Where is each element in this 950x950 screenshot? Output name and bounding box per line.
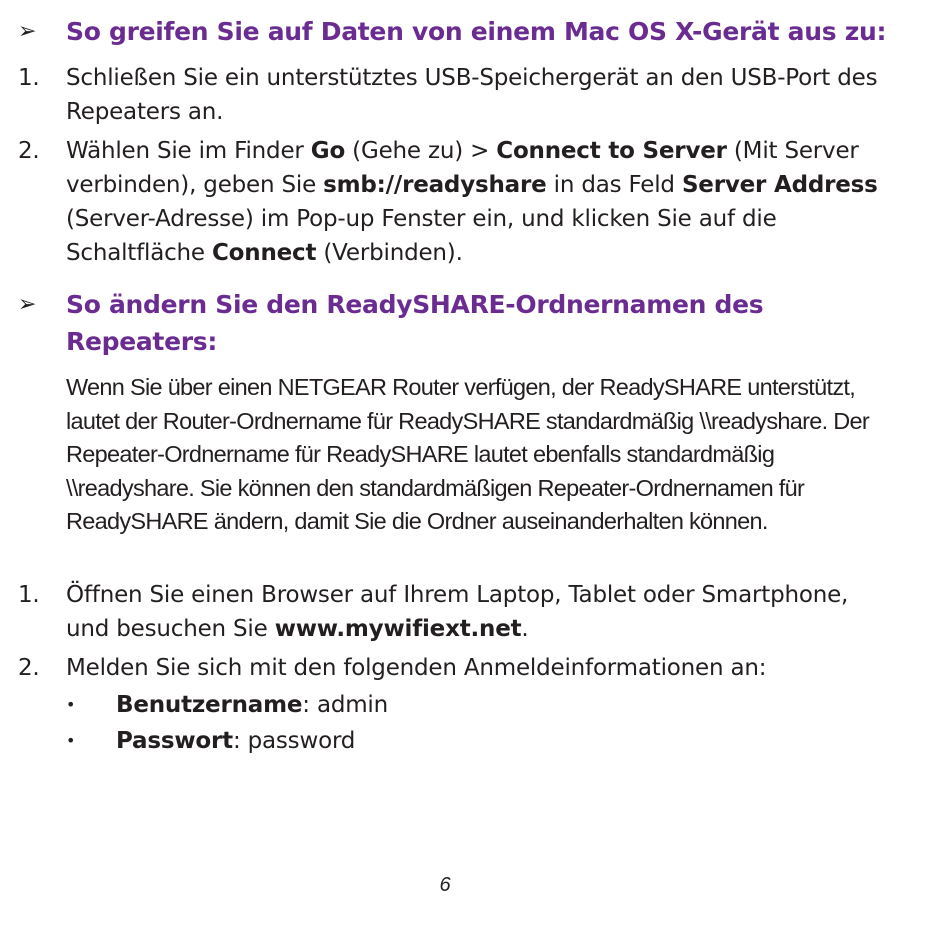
menu-term: Connect to Server (496, 138, 727, 164)
section-heading-text: So ändern Sie den ReadySHARE-Ordnernamen des Repeaters: (66, 290, 764, 356)
arrow-bullet-icon: ➢ (18, 292, 37, 317)
menu-term: Go (310, 138, 346, 164)
step-number: 1. (18, 65, 40, 91)
step-text: Öffnen Sie einen Browser auf Ihrem Laptop, Tablet oder Smartphone, und besuchen Sie www.mywifiext.net. (66, 582, 849, 642)
step-number: 1. (18, 582, 40, 608)
credential-value: admin (316, 692, 389, 718)
credential-value: password (247, 728, 356, 754)
step-text: Wählen Sie im Finder Go (Gehe zu) > Connect to Server (Mit Server verbinden), geben Sie smb://readyshare in das Feld Server Address (Server-Adresse) im Pop-up Fenster ein, und klicken Sie auf die Schaltfläche Connect (Verbinden). (66, 138, 878, 266)
credential-label: Passwort (116, 728, 233, 754)
step-text: Schließen Sie ein unterstütztes USB-Speichergerät an den USB-Port des Repeaters an. (66, 65, 878, 125)
page-number: 6 (439, 874, 451, 896)
section-heading-text: So greifen Sie auf Daten von einem Mac OS X-Gerät aus zu: (66, 17, 887, 46)
step-number: 2. (18, 138, 40, 164)
step-number: 2. (18, 655, 40, 681)
bullet-dot-icon: • (66, 695, 76, 714)
manual-page: ➢ So greifen Sie auf Daten von einem Mac OS X-Gerät aus zu: 1. Schließen Sie ein unterstütztes USB-Speichergerät an den USB-Port des Repeaters an. 2. Wählen Sie im Finder Go (Gehe zu) > Connect to Server (Mit Server verbinden), geben Sie smb://readyshare in das Feld Server Address (Server-Adresse) im Pop-up Fenster ein, und klicken Sie auf die Schaltfläche Connect (Verbinden). ➢ So ändern Sie den ReadySHARE-Ordnernamen des Repeaters: Wenn Sie über einen NETGEAR Router verfügen, der ReadySHARE unterstützt, lautet der Router-Ordnername für ReadySHARE standardmäßig \\readyshare. Der Repeater-Ordnername für ReadySHARE lautet ebenfalls standardmäßig \\readyshare. Sie können den standardmäßigen Repeater-Ordnernamen für ReadySHARE ändern, damit Sie die Ordner auseinanderhalten können. 1. Öffnen Sie einen Browser auf Ihrem Laptop, Tablet oder Smartphone, und besuchen Sie www.mywifiext.net. 2. Melden Sie sich mit den folgenden Anmeldeinformationen an: • Benutzername: admin • Passwort: password 6 (0, 0, 950, 950)
intro-paragraph: Wenn Sie über einen NETGEAR Router verfügen, der ReadySHARE unterstützt, lautet der Router-Ordnername für ReadySHARE standardmäßig \\readyshare. Der Repeater-Ordnername für ReadySHARE lautet ebenfalls standardmäßig \\readyshare. Sie können den standardmäßigen Repeater-Ordnernamen für ReadySHARE ändern, damit Sie die Ordner auseinanderhalten können. (66, 374, 870, 535)
arrow-bullet-icon: ➢ (18, 19, 37, 44)
step-text: Melden Sie sich mit den folgenden Anmeldeinformationen an: (66, 655, 767, 681)
url-term: www.mywifiext.net (274, 616, 522, 642)
credential-label: Benutzername (116, 692, 303, 718)
bullet-dot-icon: • (66, 731, 76, 750)
button-term: Connect (212, 240, 317, 266)
field-term: Server Address (681, 172, 878, 198)
server-address-term: smb://readyshare (323, 172, 547, 198)
